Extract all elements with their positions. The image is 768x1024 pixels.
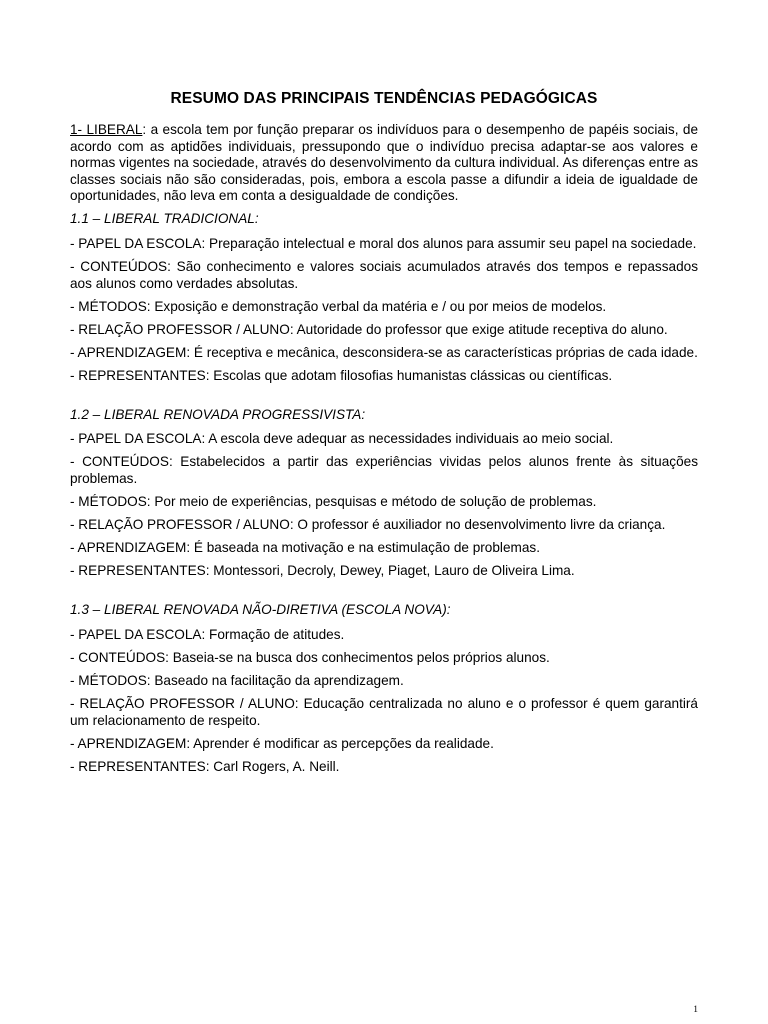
spacer	[70, 390, 698, 407]
page-number: 1	[693, 1005, 698, 1015]
list-item: - REPRESENTANTES: Montessori, Decroly, Dewey, Piaget, Lauro de Oliveira Lima.	[70, 563, 575, 579]
section-title: 1.1 – LIBERAL TRADICIONAL:	[70, 210, 259, 226]
list-item: - APRENDIZAGEM: É baseada na motivação e na estimulação de problemas.	[70, 540, 540, 556]
section-title: 1.2 – LIBERAL RENOVADA PROGRESSIVISTA:	[70, 406, 366, 422]
list-item: - RELAÇÃO PROFESSOR / ALUNO: Autoridade do professor que exige atitude receptiva do aluno.	[70, 321, 668, 337]
document-title: RESUMO DAS PRINCIPAIS TENDÊNCIAS PEDAGÓGICAS	[170, 90, 598, 107]
intro-label: 1- LIBERAL	[70, 122, 143, 137]
intro-paragraph	[70, 122, 698, 205]
list-item: - APRENDIZAGEM: É receptiva e mecânica, desconsidera-se as características próprias de cada idade.	[70, 344, 698, 360]
list-item: - MÉTODOS: Exposição e demonstração verbal da matéria e / ou por meios de modelos.	[70, 298, 607, 314]
list-item: - RELAÇÃO PROFESSOR / ALUNO: O professor é auxiliador no desenvolvimento livre da criança.	[70, 517, 666, 533]
list-item: - MÉTODOS: Por meio de experiências, pesquisas e método de solução de problemas.	[70, 494, 597, 510]
list-item: - REPRESENTANTES: Carl Rogers, A. Neill.	[70, 758, 340, 774]
section-title: 1.3 – LIBERAL RENOVADA NÃO-DIRETIVA (ESCOLA NOVA):	[70, 602, 451, 618]
list-item: - CONTEÚDOS: Estabelecidos a partir das experiências vividas pelos alunos frente às situações problemas.	[70, 454, 698, 487]
list-item: - REPRESENTANTES: Escolas que adotam filosofias humanistas clássicas ou científicas.	[70, 367, 613, 383]
list-item: - CONTEÚDOS: São conhecimento e valores sociais acumulados através dos tempos e repassados aos alunos como verdades absolutas.	[70, 258, 698, 291]
list-item: - PAPEL DA ESCOLA: Formação de atitudes.	[70, 626, 345, 642]
list-item: - APRENDIZAGEM: Aprender é modificar as percepções da realidade.	[70, 735, 494, 751]
section-liberal-renovada-nao-diretiva	[70, 602, 698, 775]
intro-text: : a escola tem por função preparar os indivíduos para o desempenho de papéis sociais, de acordo com as aptidões individuais, pressupondo que o indivíduo precisa adaptar-se aos valores e normas vigentes na sociedade, através do desenvolvimento da cultura individual. As diferenças entre as classes sociais não são consideradas, pois, embora a escola passe a difundir a ideia de igualdade de oportunidades, não leva em conta a desigualdade de condições.	[70, 122, 699, 204]
list-item: - MÉTODOS: Baseado na facilitação da aprendizagem.	[70, 672, 404, 688]
section-liberal-tradicional	[70, 211, 698, 384]
list-item: - PAPEL DA ESCOLA: A escola deve adequar as necessidades individuais ao meio social.	[70, 431, 614, 447]
list-item: - PAPEL DA ESCOLA: Preparação intelectual e moral dos alunos para assumir seu papel na sociedade.	[70, 235, 697, 251]
list-item: - RELAÇÃO PROFESSOR / ALUNO: Educação centralizada no aluno e o professor é quem garantirá um relacionamento de respeito.	[70, 695, 698, 728]
list-item: - CONTEÚDOS: Baseia-se na busca dos conhecimentos pelos próprios alunos.	[70, 649, 550, 665]
spacer	[70, 585, 698, 602]
document-page	[70, 90, 698, 781]
section-liberal-renovada-progressivista	[70, 407, 698, 580]
